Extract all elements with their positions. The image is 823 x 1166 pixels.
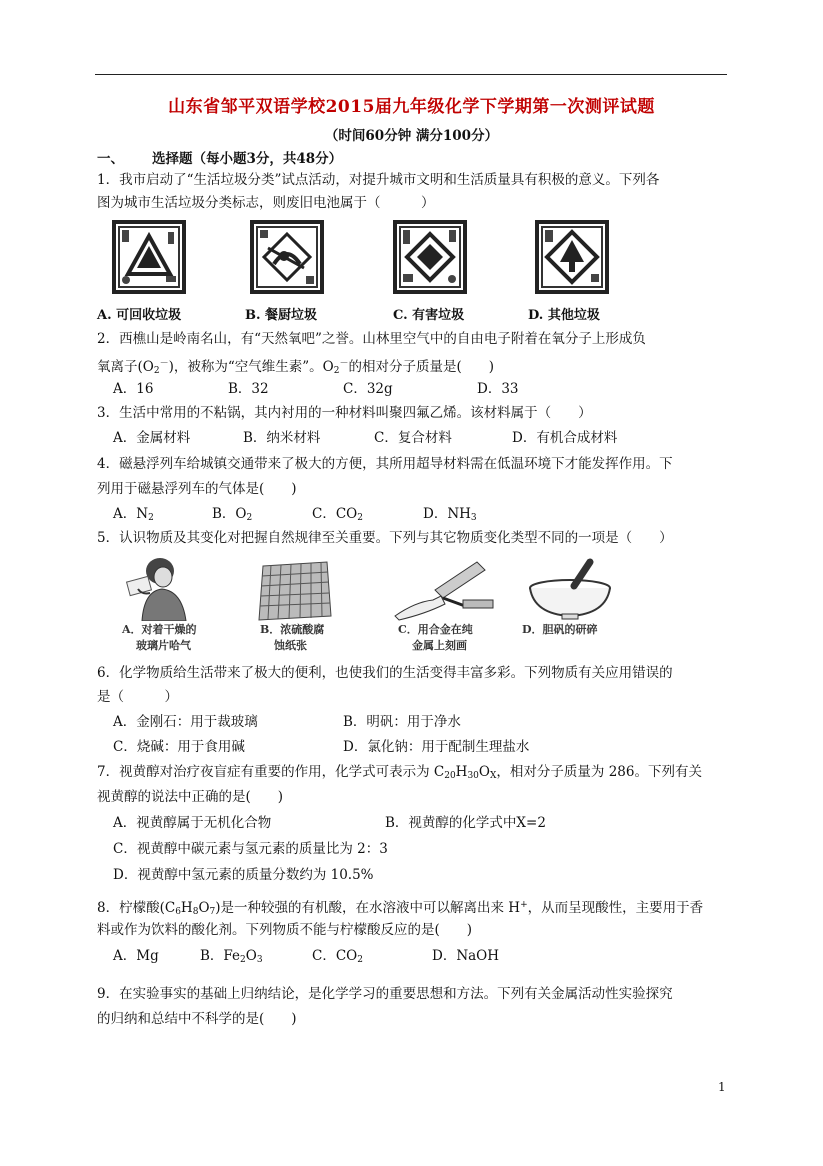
q1-option-b: B. 餐厨垃圾 <box>245 308 318 323</box>
section-label: 选择题（每小题3分，共48分） <box>152 151 343 167</box>
q8-option-b: B．$Fe_2O_3$ <box>200 948 263 965</box>
q3-option-b: B．纳米材料 <box>243 430 321 446</box>
q7-option-b: B．视黄醇的化学式中X=2 <box>385 815 546 831</box>
kitchen-waste-sign-icon <box>250 220 324 294</box>
q8-option-c: C．$CO_2$ <box>312 948 363 965</box>
q5-caption-b: B．浓硫酸腐 蚀纸张 <box>260 623 325 652</box>
q5-caption-d: D．胆矾的研碎 <box>522 623 598 636</box>
q2-stem-line2: 氧离子$(O_2^-)$，被称为“空气维生素”。$O_2^-$的相对分子质量是( ) <box>97 359 495 376</box>
hazardous-waste-sign-icon <box>393 220 467 294</box>
q3-option-d: D．有机合成材料 <box>512 430 618 446</box>
q7-stem-line1: 7．视黄醇对治疗夜盲症有重要的作用，化学式可表示为 $C_{20}H_{30}O_X$，相对分子质量为 286。下列有关 <box>97 764 702 781</box>
q3-stem: 3．生活中常用的不粘锅，其内衬用的一种材料叫聚四氟乙烯。该材料属于（ ） <box>97 405 592 421</box>
mortar-and-pestle-icon <box>522 558 622 626</box>
q2-option-d: D．33 <box>477 381 519 397</box>
alloy-scratching-metal-icon <box>385 556 495 626</box>
q3-option-a: A．金属材料 <box>113 430 191 446</box>
q2-option-c: C．32g <box>343 381 393 397</box>
q8-option-d: D．NaOH <box>432 948 500 964</box>
q5-caption-a: A．对着干燥的 玻璃片哈气 <box>122 623 197 652</box>
q3-option-c: C．复合材料 <box>374 430 452 446</box>
q4-stem-line2: 列用于磁悬浮列车的气体是( ) <box>97 481 297 497</box>
page-number: 1 <box>718 1080 726 1094</box>
q4-stem-line1: 4．磁悬浮列车给城镇交通带来了极大的方便，其所用超导材料需在低温环境下才能发挥作用。下 <box>97 456 673 472</box>
page-title: 山东省邹平双语学校2015届九年级化学下学期第一次测评试题 <box>168 97 655 117</box>
header-rule <box>95 74 727 75</box>
q1-stem-line1: 1．我市启动了“生活垃圾分类”试点活动，对提升城市文明和生活质量具有积极的意义。下列各 <box>97 172 660 188</box>
q5-caption-c: C．用合金在纯 金属上刻画 <box>398 623 473 652</box>
exam-info: （时间60分钟 满分100分） <box>324 128 499 144</box>
q6-option-c: C．烧碱：用于食用碱 <box>113 739 245 755</box>
section-number: 一、 <box>97 151 124 167</box>
q7-stem-line2: 视黄醇的说法中正确的是( ) <box>97 789 284 805</box>
person-breathing-on-glass-icon <box>120 555 210 625</box>
section-heading <box>97 147 342 167</box>
q1-option-d: D. 其他垃圾 <box>528 308 600 323</box>
q6-stem-line2: 是（ ） <box>97 689 178 705</box>
q2-option-b: B．32 <box>228 381 269 397</box>
q2-option-a: A．16 <box>113 381 154 397</box>
q4-option-a: A．$N_2$ <box>113 506 154 523</box>
q1-stem-line2: 图为城市生活垃圾分类标志，则废旧电池属于（ ） <box>97 195 435 211</box>
q7-option-c: C．视黄醇中碳元素与氢元素的质量比为 2：3 <box>113 841 388 857</box>
q9-stem-line1: 9．在实验事实的基础上归纳结论，是化学学习的重要思想和方法。下列有关金属活动性实验探究 <box>97 986 673 1002</box>
q1-option-c: C. 有害垃圾 <box>393 308 465 323</box>
q9-stem-line2: 的归纳和总结中不科学的是( ) <box>97 1011 297 1027</box>
paper-grid-icon <box>255 560 335 626</box>
q6-stem-line1: 6．化学物质给生活带来了极大的便利，也使我们的生活变得丰富多彩。下列物质有关应用错误的 <box>97 665 673 681</box>
q8-stem-line2: 料或作为饮料的酸化剂。下列物质不能与柠檬酸反应的是( ) <box>97 922 473 938</box>
q4-option-c: C．$CO_2$ <box>312 506 363 523</box>
q6-option-a: A．金刚石：用于裁玻璃 <box>113 714 258 730</box>
q7-option-a: A．视黄醇属于无机化合物 <box>113 815 272 831</box>
recycle-sign-icon <box>112 220 186 294</box>
other-waste-sign-icon <box>535 220 609 294</box>
q8-option-a: A．Mg <box>113 948 159 964</box>
q7-option-d: D．视黄醇中氢元素的质量分数约为 10.5% <box>113 867 374 883</box>
q5-stem: 5．认识物质及其变化对把握自然规律至关重要。下列与其它物质变化类型不同的一项是（ ） <box>97 530 673 546</box>
q6-option-b: B．明矾：用于净水 <box>343 714 461 730</box>
q2-stem-line1: 2．西樵山是岭南名山，有“天然氧吧”之誉。山林里空气中的自由电子附着在氧分子上形成负 <box>97 331 646 347</box>
q8-stem-line1: 8．柠檬酸$(C_6H_8O_7)$是一种较强的有机酸，在水溶液中可以解离出来 H+，从而呈现酸性，主要用于香 <box>97 900 704 917</box>
q1-option-a: A. 可回收垃圾 <box>97 308 182 323</box>
q4-option-b: B．$O_2$ <box>212 506 253 523</box>
q4-option-d: D．$NH_3$ <box>423 506 477 523</box>
q6-option-d: D．氯化钠：用于配制生理盐水 <box>343 739 530 755</box>
